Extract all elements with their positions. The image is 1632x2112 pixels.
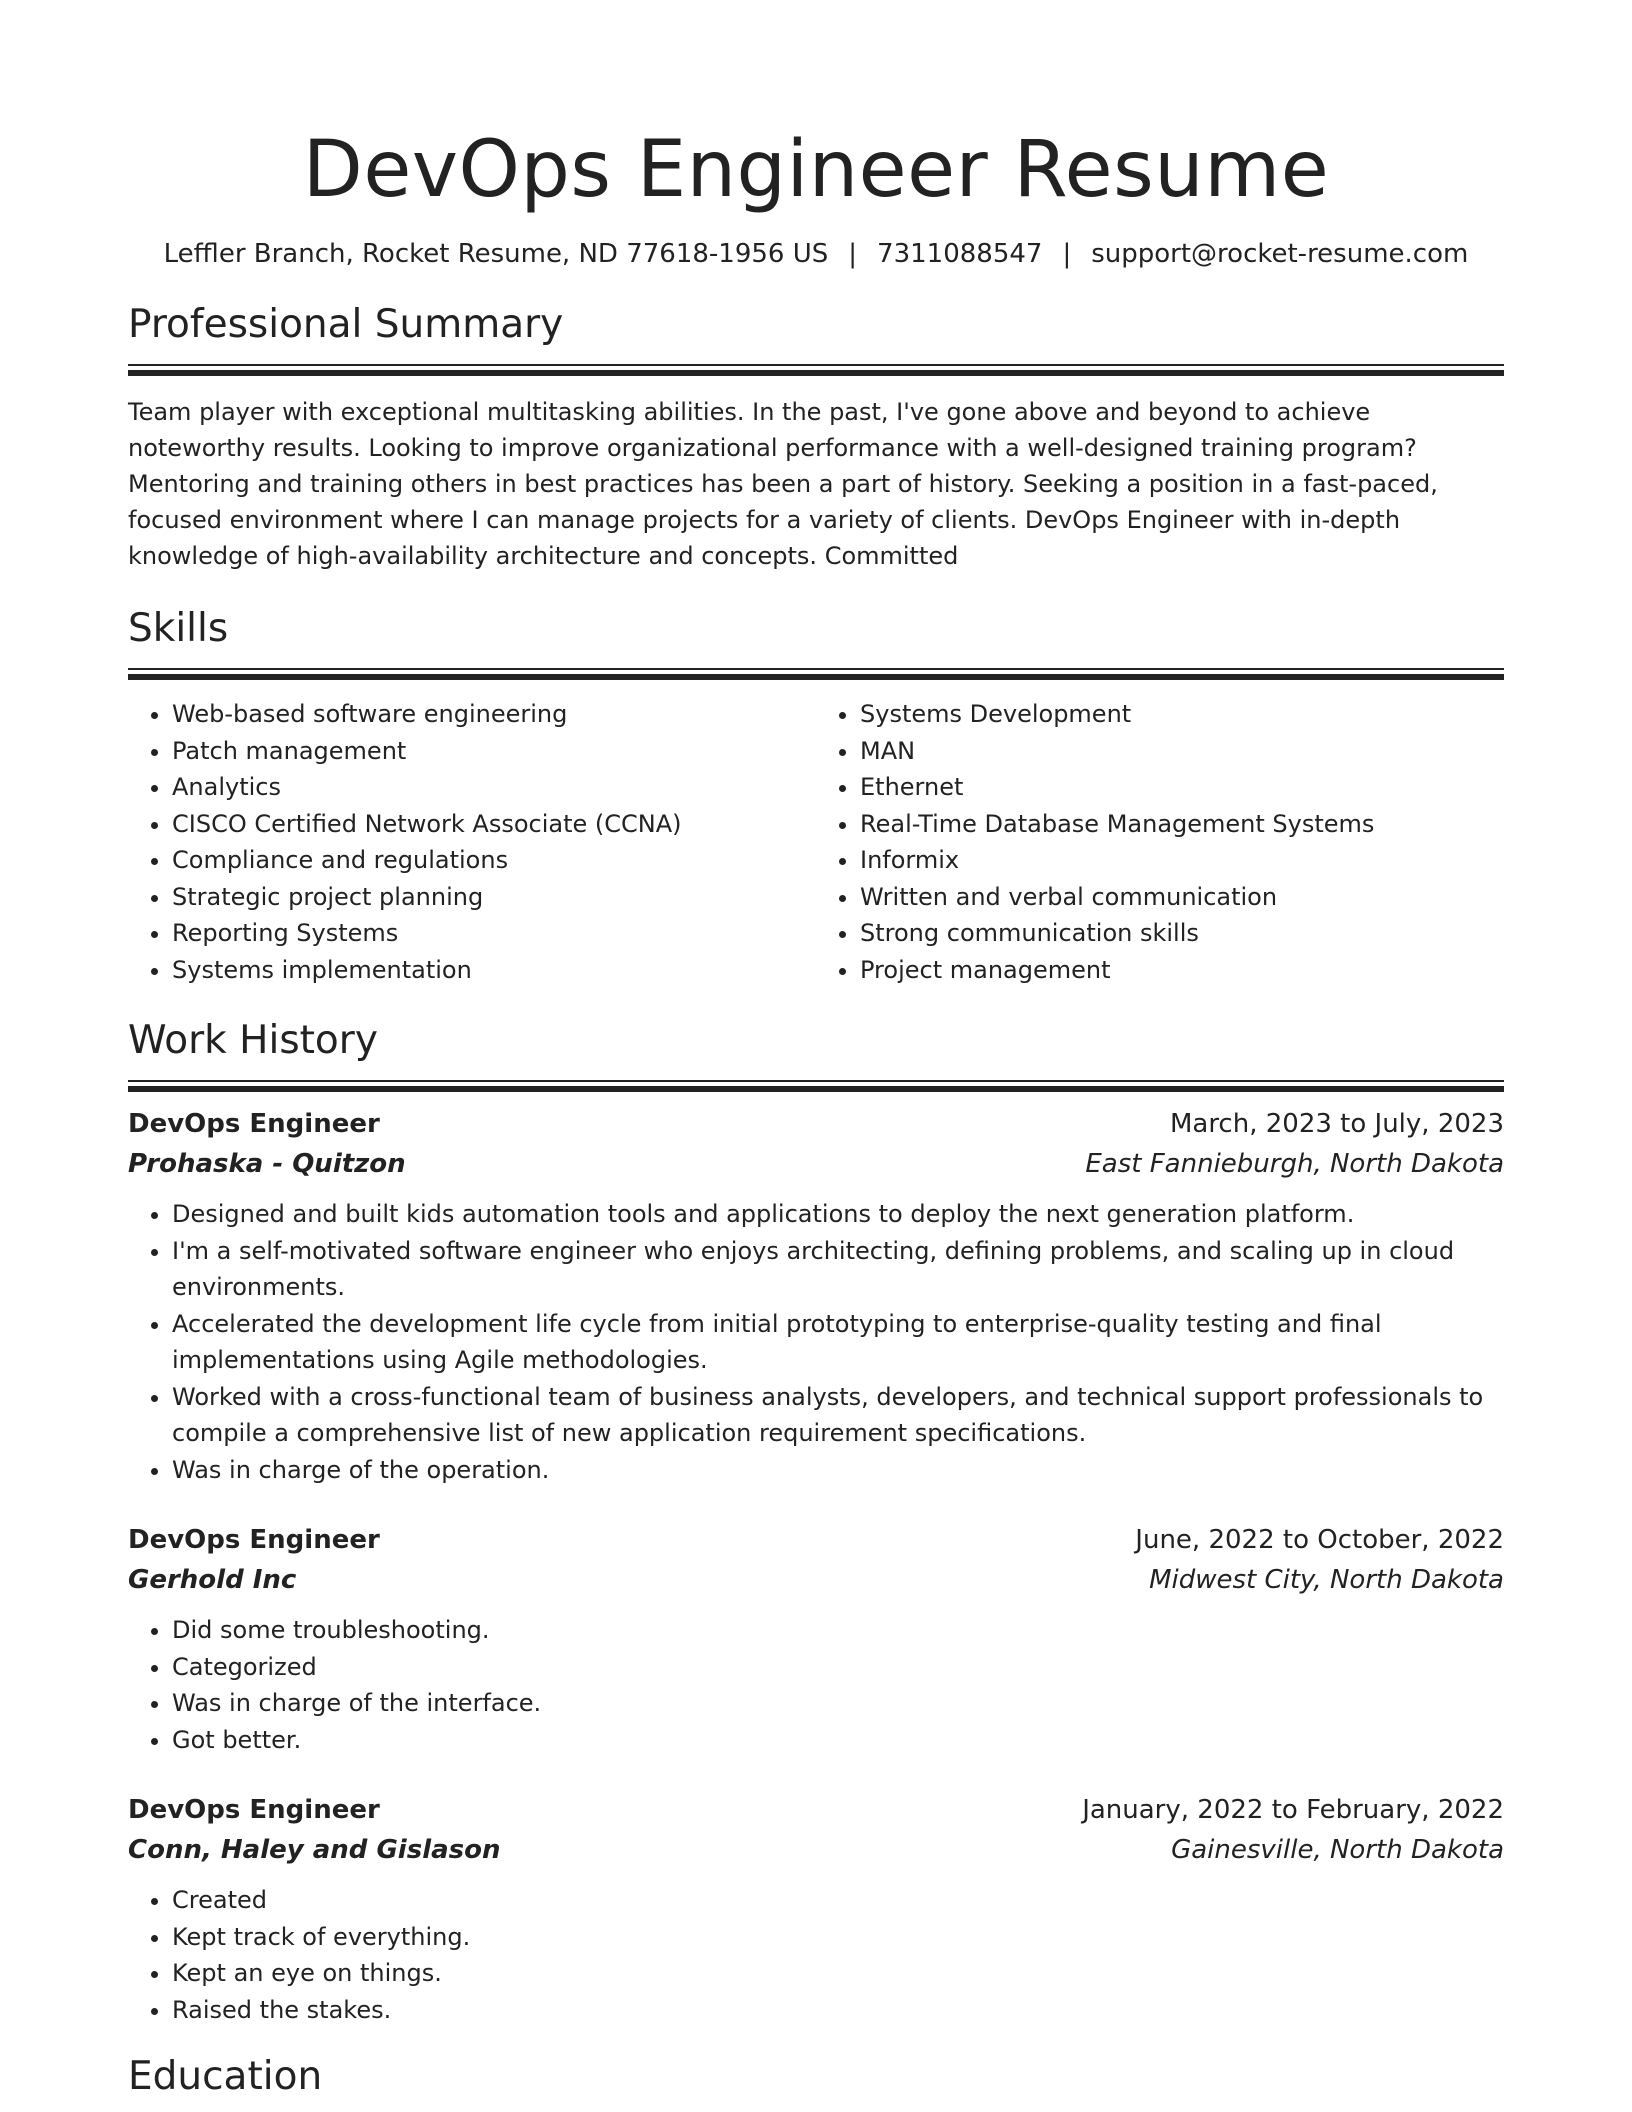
job-dates: March, 2023 to July, 2023 (1169, 1109, 1504, 1139)
work-section (128, 1016, 1504, 2028)
job-bullet: • Categorized (172, 1649, 1504, 1686)
education-section (128, 2052, 1504, 2102)
job-bullets (128, 1612, 1504, 1758)
job-entry (128, 1104, 1504, 1488)
job-company: Gerhold Inc (128, 1565, 297, 1595)
job-header-row (128, 1520, 1504, 1560)
contact-separator: | (1062, 239, 1072, 269)
skills-list-left (128, 696, 816, 988)
job-bullet: • Was in charge of the operation. (172, 1452, 1504, 1489)
skill-item: • Strong communication skills (860, 915, 1504, 952)
contact-separator: | (848, 239, 858, 269)
job-title: DevOps Engineer (128, 1109, 380, 1139)
skill-item: • Strategic project planning (172, 879, 816, 916)
job-bullet: • Did some troubleshooting. (172, 1612, 1504, 1649)
job-title: DevOps Engineer (128, 1795, 380, 1825)
skill-item: • Analytics (172, 769, 816, 806)
job-header-row (128, 1790, 1504, 1830)
job-title: DevOps Engineer (128, 1525, 380, 1555)
skill-item: • Reporting Systems (172, 915, 816, 952)
skills-columns (128, 696, 1504, 988)
job-bullet: • Kept an eye on things. (172, 1955, 1504, 1992)
section-divider (128, 668, 1504, 674)
job-company: Prohaska - Quitzon (128, 1149, 406, 1179)
resume-title: DevOps Engineer Resume (302, 125, 1330, 215)
job-bullet: • Kept track of everything. (172, 1919, 1504, 1956)
summary-text: Team player with exceptional multitasking abilities. In the past, I've gone above and beyond to achieve noteworthy results. Looking to improve organizational performance with a well-designed training program? Mentoring and training others in best practices has been a part of history. Seeking a position in a fast-paced, focused environment where I can manage projects for a variety of clients. DevOps Engineer with in-depth knowledge of high-availability architecture and concepts. Committed (128, 398, 1438, 570)
education-heading: Education (128, 2054, 323, 2099)
section-divider (128, 1080, 1504, 1086)
resume-page (128, 0, 1504, 2102)
job-bullet: • Was in charge of the interface. (172, 1685, 1504, 1722)
job-bullets (128, 1196, 1504, 1488)
skill-item: • Informix (860, 842, 1504, 879)
job-company-row (128, 1560, 1504, 1600)
job-location: Gainesville, North Dakota (1171, 1835, 1504, 1865)
skill-item: • Systems Development (860, 696, 1504, 733)
work-heading: Work History (128, 1018, 378, 1063)
job-company-row (128, 1830, 1504, 1870)
contact-email: support@rocket-resume.com (1091, 239, 1469, 269)
job-company: Conn, Haley and Gislason (128, 1835, 501, 1865)
job-header-row (128, 1104, 1504, 1144)
job-company-row (128, 1144, 1504, 1184)
skills-list-right (816, 696, 1504, 988)
job-entry (128, 1790, 1504, 2028)
contact-phone: 7311088547 (877, 239, 1043, 269)
job-bullet: • Raised the stakes. (172, 1992, 1504, 2029)
skill-item: • Web-based software engineering (172, 696, 816, 733)
contact-line (128, 238, 1504, 270)
job-entry (128, 1520, 1504, 1758)
skill-item: • Patch management (172, 733, 816, 770)
contact-address: Leffler Branch, Rocket Resume, ND 77618-1956 US (163, 239, 829, 269)
job-bullet: • Worked with a cross-functional team of business analysts, developers, and technical support professionals to compile a comprehensive list of new application requirement specifications. (172, 1379, 1504, 1452)
skills-section (128, 604, 1504, 988)
section-divider (128, 364, 1504, 370)
skill-item: • Compliance and regulations (172, 842, 816, 879)
job-dates: January, 2022 to February, 2022 (1082, 1795, 1504, 1825)
job-location: Midwest City, North Dakota (1149, 1565, 1504, 1595)
summary-section (128, 300, 1504, 574)
skill-item: • Real-Time Database Management Systems (860, 806, 1504, 843)
summary-heading: Professional Summary (128, 302, 564, 347)
skills-heading: Skills (128, 606, 229, 651)
job-dates: June, 2022 to October, 2022 (1135, 1525, 1504, 1555)
skill-item: • CISCO Certified Network Associate (CCNA) (172, 806, 816, 843)
job-location: East Fannieburgh, North Dakota (1085, 1149, 1504, 1179)
skill-item: • MAN (860, 733, 1504, 770)
job-bullet: • Got better. (172, 1722, 1504, 1759)
skill-item: • Ethernet (860, 769, 1504, 806)
skill-item: • Systems implementation (172, 952, 816, 989)
job-bullet: • Designed and built kids automation tools and applications to deploy the next generation platform. (172, 1196, 1504, 1233)
skill-item: • Project management (860, 952, 1504, 989)
skill-item: • Written and verbal communication (860, 879, 1504, 916)
job-bullet: • I'm a self-motivated software engineer who enjoys architecting, defining problems, and scaling up in cloud environments. (172, 1233, 1504, 1306)
job-bullet: • Created (172, 1882, 1504, 1919)
job-bullets (128, 1882, 1504, 2028)
job-bullet: • Accelerated the development life cycle from initial prototyping to enterprise-quality testing and final implementations using Agile methodologies. (172, 1306, 1504, 1379)
